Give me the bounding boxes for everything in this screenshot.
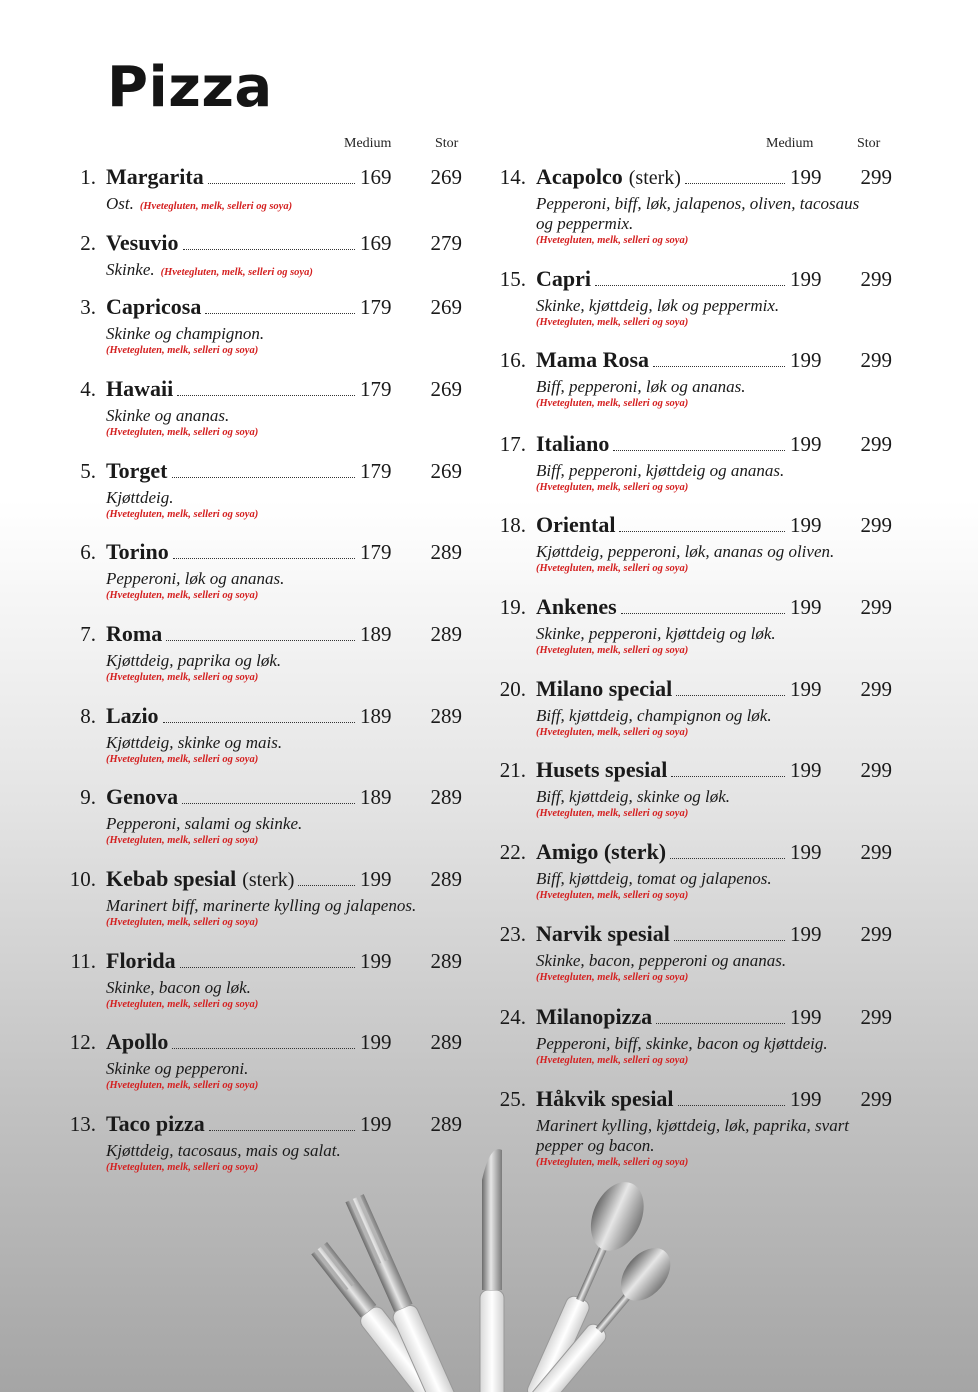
allergen-info: (Hvetegluten, melk, selleri og soya)	[536, 563, 689, 574]
menu-item-line	[62, 376, 462, 406]
price-large: 289	[430, 1030, 462, 1054]
item-description: Skinke, kjøttdeig, løk og peppermix.	[536, 296, 780, 315]
item-name: Kebab spesial	[106, 866, 237, 891]
price-medium: 179	[360, 377, 392, 401]
item-description-row	[106, 260, 436, 283]
item-number: 9.	[80, 785, 96, 809]
item-number: 7.	[80, 622, 96, 646]
item-name: Amigo (sterk)	[536, 839, 667, 864]
column-header-large: Stor	[857, 136, 881, 151]
item-name: Apollo	[106, 1029, 169, 1054]
item-number: 19.	[499, 595, 526, 619]
dot-leader	[678, 1105, 785, 1106]
item-number: 15.	[499, 267, 526, 291]
dot-leader	[621, 613, 785, 614]
allergen-info: (Hvetegluten, melk, selleri og soya)	[536, 972, 689, 983]
menu-column-left	[62, 164, 462, 1193]
price-medium: 199	[790, 1005, 822, 1029]
menu-item-line	[62, 784, 462, 814]
price-medium: 199	[790, 922, 822, 946]
item-number: 12.	[69, 1030, 96, 1054]
price-large: 299	[860, 1087, 892, 1111]
price-large: 299	[860, 677, 892, 701]
item-description: Biff, kjøttdeig, skinke og løk.	[536, 787, 731, 806]
menu-item-line	[492, 594, 892, 624]
item-description: Marinert biff, marinerte kylling og jalapenos.	[106, 896, 417, 915]
price-medium: 189	[360, 785, 392, 809]
allergen-info: (Hvetegluten, melk, selleri og soya)	[106, 590, 259, 601]
menu-item	[492, 921, 892, 1004]
item-description: Marinert kylling, kjøttdeig, løk, paprika, svart pepper og bacon.	[536, 1116, 850, 1155]
menu-item-line	[62, 948, 462, 978]
allergen-info: (Hvetegluten, melk, selleri og soya)	[106, 835, 259, 846]
menu-item-line	[62, 866, 462, 896]
item-name: Capricosa	[106, 294, 202, 319]
menu-item	[492, 347, 892, 431]
menu-item	[492, 839, 892, 921]
price-large: 289	[430, 622, 462, 646]
menu-item-line	[492, 512, 892, 542]
price-large: 299	[860, 840, 892, 864]
menu-item-line	[492, 757, 892, 787]
item-name: Håkvik spesial	[536, 1086, 674, 1111]
price-large: 279	[430, 231, 462, 255]
menu-item-line	[492, 266, 892, 296]
menu-item-line	[492, 1004, 892, 1034]
allergen-info: (Hvetegluten, melk, selleri og soya)	[536, 1157, 689, 1168]
price-large: 289	[430, 785, 462, 809]
item-name: Narvik spesial	[536, 921, 670, 946]
dot-leader	[613, 450, 785, 451]
price-large: 269	[430, 459, 462, 483]
item-name: Taco pizza	[106, 1111, 205, 1136]
menu-item-line	[62, 539, 462, 569]
item-name: Mama Rosa	[536, 347, 650, 372]
item-name: Margarita	[106, 164, 204, 189]
item-number: 23.	[499, 922, 526, 946]
menu-item	[62, 784, 462, 866]
menu-item	[62, 458, 462, 539]
item-note: (sterk)	[628, 167, 681, 189]
menu-item-line	[492, 839, 892, 869]
menu-item	[62, 230, 462, 294]
item-number: 11.	[70, 949, 96, 973]
price-large: 299	[860, 922, 892, 946]
item-description: Kjøttdeig, skinke og mais.	[106, 733, 283, 752]
menu-item	[492, 512, 892, 594]
dot-leader	[674, 940, 785, 941]
price-medium: 179	[360, 540, 392, 564]
price-large: 269	[430, 165, 462, 189]
item-name: Torino	[106, 539, 169, 564]
menu-item-line	[492, 676, 892, 706]
price-medium: 199	[790, 595, 822, 619]
item-name: Lazio	[106, 703, 159, 728]
menu-column-right	[492, 164, 892, 1168]
column-header-medium: Medium	[766, 136, 814, 151]
price-medium: 179	[360, 295, 392, 319]
menu-item	[62, 294, 462, 376]
allergen-info: (Hvetegluten, melk, selleri og soya)	[106, 999, 259, 1010]
allergen-info: (Hvetegluten, melk, selleri og soya)	[106, 509, 259, 520]
price-medium: 199	[790, 165, 822, 189]
menu-item-line	[62, 703, 462, 733]
menu-item	[62, 376, 462, 458]
dot-leader	[656, 1023, 785, 1024]
price-large: 299	[860, 595, 892, 619]
item-name: Italiano	[536, 431, 610, 456]
item-name: Florida	[106, 948, 176, 973]
menu-item	[492, 164, 892, 266]
item-description: Biff, pepperoni, kjøttdeig og ananas.	[536, 461, 785, 480]
item-number: 10.	[69, 867, 96, 891]
item-name: Acapolco	[536, 164, 623, 189]
menu-item	[492, 266, 892, 347]
dot-leader	[208, 183, 355, 184]
dot-leader	[182, 803, 355, 804]
item-number: 24.	[499, 1005, 526, 1029]
menu-item	[492, 594, 892, 676]
item-description: Skinke og pepperoni.	[106, 1059, 249, 1078]
price-large: 289	[430, 1112, 462, 1136]
price-medium: 199	[790, 513, 822, 537]
dot-leader	[173, 558, 355, 559]
allergen-info: (Hvetegluten, melk, selleri og soya)	[536, 1055, 689, 1066]
allergen-info: (Hvetegluten, melk, selleri og soya)	[106, 1080, 259, 1091]
menu-item	[62, 703, 462, 784]
price-medium: 199	[790, 677, 822, 701]
allergen-info: (Hvetegluten, melk, selleri og soya)	[160, 267, 313, 278]
item-description: Skinke, bacon og løk.	[106, 978, 251, 997]
dot-leader	[177, 395, 355, 396]
item-note: (sterk)	[242, 869, 295, 891]
item-description: Pepperoni, løk og ananas.	[106, 569, 285, 588]
menu-item-line	[62, 621, 462, 651]
menu-item	[62, 621, 462, 703]
price-large: 299	[860, 513, 892, 537]
price-large: 299	[860, 1005, 892, 1029]
item-description: Kjøttdeig, pepperoni, løk, ananas og oliven.	[536, 542, 835, 561]
allergen-info: (Hvetegluten, melk, selleri og soya)	[106, 427, 259, 438]
dot-leader	[619, 531, 785, 532]
dot-leader	[685, 183, 785, 184]
item-description: Kjøttdeig, paprika og løk.	[106, 651, 282, 670]
item-description: Skinke, bacon, pepperoni og ananas.	[536, 951, 787, 970]
item-description: Kjøttdeig, tacosaus, mais og salat.	[106, 1141, 341, 1160]
price-large: 289	[430, 704, 462, 728]
price-large: 289	[430, 867, 462, 891]
dot-leader	[163, 722, 355, 723]
price-large: 289	[430, 540, 462, 564]
menu-item	[492, 1004, 892, 1086]
item-name: Milanopizza	[536, 1004, 653, 1029]
item-number: 5.	[80, 459, 96, 483]
cutlery-illustration	[240, 1140, 740, 1392]
item-number: 14.	[499, 165, 526, 189]
dot-leader	[298, 885, 355, 886]
menu-item-line	[62, 1111, 462, 1141]
allergen-info: (Hvetegluten, melk, selleri og soya)	[536, 808, 689, 819]
item-name: Oriental	[536, 512, 616, 537]
item-description: Skinke og champignon.	[106, 324, 265, 343]
item-description: Pepperoni, biff, løk, jalapenos, oliven, tacosaus og peppermix.	[536, 194, 860, 233]
menu-item-line	[492, 431, 892, 461]
price-large: 299	[860, 432, 892, 456]
item-number: 6.	[80, 540, 96, 564]
item-number: 20.	[499, 677, 526, 701]
menu-item-line	[492, 1086, 892, 1116]
price-medium: 199	[790, 758, 822, 782]
item-description: Skinke og ananas.	[106, 406, 230, 425]
menu-item	[62, 948, 462, 1029]
item-number: 3.	[80, 295, 96, 319]
item-description: Pepperoni, biff, skinke, bacon og kjøttdeig.	[536, 1034, 828, 1053]
item-name: Vesuvio	[106, 230, 179, 255]
item-description: Biff, kjøttdeig, champignon og løk.	[536, 706, 772, 725]
item-number: 22.	[499, 840, 526, 864]
item-description: Biff, pepperoni, løk og ananas.	[536, 377, 746, 396]
menu-item	[62, 1029, 462, 1111]
item-name: Husets spesial	[536, 757, 668, 782]
price-large: 299	[860, 348, 892, 372]
price-large: 299	[860, 267, 892, 291]
item-description: Pepperoni, salami og skinke.	[106, 814, 303, 833]
page-title: Pizza	[107, 55, 273, 120]
menu-item-line	[492, 921, 892, 951]
menu-item-line	[492, 164, 892, 194]
item-description: Skinke.	[106, 260, 155, 279]
dot-leader	[183, 249, 355, 250]
item-name: Torget	[106, 458, 168, 483]
price-large: 299	[860, 165, 892, 189]
dot-leader	[205, 313, 355, 314]
item-description: Ost.	[106, 194, 134, 213]
item-number: 13.	[69, 1112, 96, 1136]
price-medium: 199	[790, 267, 822, 291]
allergen-info: (Hvetegluten, melk, selleri og soya)	[106, 1162, 259, 1173]
item-number: 21.	[499, 758, 526, 782]
price-medium: 199	[790, 840, 822, 864]
item-name: Ankenes	[536, 594, 617, 619]
price-large: 269	[430, 377, 462, 401]
dot-leader	[653, 366, 785, 367]
dot-leader	[166, 640, 355, 641]
price-medium: 199	[790, 432, 822, 456]
menu-item-line	[62, 294, 462, 324]
item-number: 17.	[499, 432, 526, 456]
dot-leader	[172, 1048, 355, 1049]
item-number: 16.	[499, 348, 526, 372]
price-medium: 199	[360, 1112, 392, 1136]
dot-leader	[671, 776, 785, 777]
allergen-info: (Hvetegluten, melk, selleri og soya)	[536, 398, 689, 409]
allergen-info: (Hvetegluten, melk, selleri og soya)	[536, 317, 689, 328]
allergen-info: (Hvetegluten, melk, selleri og soya)	[139, 201, 293, 212]
allergen-info: (Hvetegluten, melk, selleri og soya)	[536, 645, 689, 656]
price-medium: 169	[360, 231, 392, 255]
dot-leader	[180, 967, 355, 968]
menu-item-line	[492, 347, 892, 377]
price-medium: 199	[360, 867, 392, 891]
allergen-info: (Hvetegluten, melk, selleri og soya)	[106, 917, 259, 928]
item-name: Genova	[106, 784, 179, 809]
item-number: 4.	[80, 377, 96, 401]
item-number: 1.	[80, 165, 96, 189]
item-name: Roma	[106, 621, 163, 646]
menu-item-line	[62, 164, 462, 194]
menu-item	[62, 164, 462, 230]
item-description-row	[106, 194, 436, 217]
allergen-info: (Hvetegluten, melk, selleri og soya)	[106, 672, 259, 683]
menu-item-line	[62, 458, 462, 488]
allergen-info: (Hvetegluten, melk, selleri og soya)	[106, 754, 259, 765]
item-number: 25.	[499, 1087, 526, 1111]
item-name: Hawaii	[106, 376, 174, 401]
allergen-info: (Hvetegluten, melk, selleri og soya)	[536, 727, 689, 738]
column-header-large: Stor	[435, 136, 459, 151]
price-medium: 189	[360, 622, 392, 646]
item-description: Skinke, pepperoni, kjøttdeig og løk.	[536, 624, 776, 643]
allergen-info: (Hvetegluten, melk, selleri og soya)	[536, 482, 689, 493]
allergen-info: (Hvetegluten, melk, selleri og soya)	[536, 235, 689, 246]
dot-leader	[209, 1130, 355, 1131]
price-medium: 199	[790, 1087, 822, 1111]
dot-leader	[595, 285, 785, 286]
price-medium: 179	[360, 459, 392, 483]
menu-item-line	[62, 230, 462, 260]
item-description: Kjøttdeig.	[106, 488, 174, 507]
dot-leader	[172, 477, 355, 478]
knife-icon	[480, 1149, 504, 1392]
dot-leader	[676, 695, 785, 696]
price-medium: 189	[360, 704, 392, 728]
price-large: 289	[430, 949, 462, 973]
menu-item	[492, 431, 892, 512]
item-name: Milano special	[536, 676, 673, 701]
item-number: 2.	[80, 231, 96, 255]
column-header-medium: Medium	[344, 136, 392, 151]
price-large: 299	[860, 758, 892, 782]
item-name: Capri	[536, 266, 591, 291]
price-medium: 169	[360, 165, 392, 189]
price-medium: 199	[790, 348, 822, 372]
menu-item	[62, 539, 462, 621]
allergen-info: (Hvetegluten, melk, selleri og soya)	[536, 890, 689, 901]
item-description: Biff, kjøttdeig, tomat og jalapenos.	[536, 869, 772, 888]
item-number: 8.	[80, 704, 96, 728]
price-large: 269	[430, 295, 462, 319]
menu-item-line	[62, 1029, 462, 1059]
menu-item	[492, 676, 892, 757]
item-number: 18.	[499, 513, 526, 537]
menu-item	[492, 757, 892, 839]
price-medium: 199	[360, 949, 392, 973]
price-medium: 199	[360, 1030, 392, 1054]
dot-leader	[670, 858, 785, 859]
menu-item	[62, 866, 462, 948]
allergen-info: (Hvetegluten, melk, selleri og soya)	[106, 345, 259, 356]
